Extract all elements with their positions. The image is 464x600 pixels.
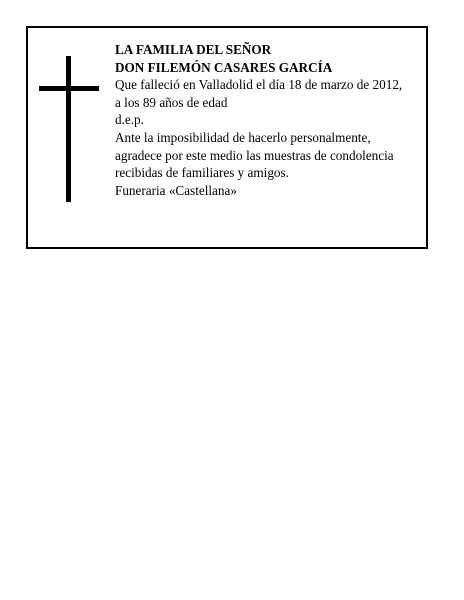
cross-horizontal-bar: [39, 86, 99, 91]
thanks-line-3: recibidas de familiares y amigos.: [115, 165, 289, 181]
age-at-death: a los 89 años de edad: [115, 94, 228, 110]
latin-cross-icon: [39, 56, 99, 202]
funeral-home-signature: Funeraria «Castellana»: [115, 182, 237, 198]
deceased-name: DON FILEMÓN CASARES GARCÍA: [115, 59, 333, 75]
obituary-notice: [26, 26, 428, 249]
rip-abbreviation: d.e.p.: [115, 112, 144, 128]
death-details: Que falleció en Valladolid el día 18 de marzo de 2012,: [115, 77, 403, 93]
thanks-line-2: agradece por este medio las muestras de condolencia: [115, 147, 394, 163]
notice-text: [115, 41, 420, 199]
cross-vertical-bar: [66, 56, 71, 202]
family-heading: LA FAMILIA DEL SEÑOR: [115, 42, 272, 57]
thanks-line-1: Ante la imposibilidad de hacerlo personalmente,: [115, 129, 371, 145]
